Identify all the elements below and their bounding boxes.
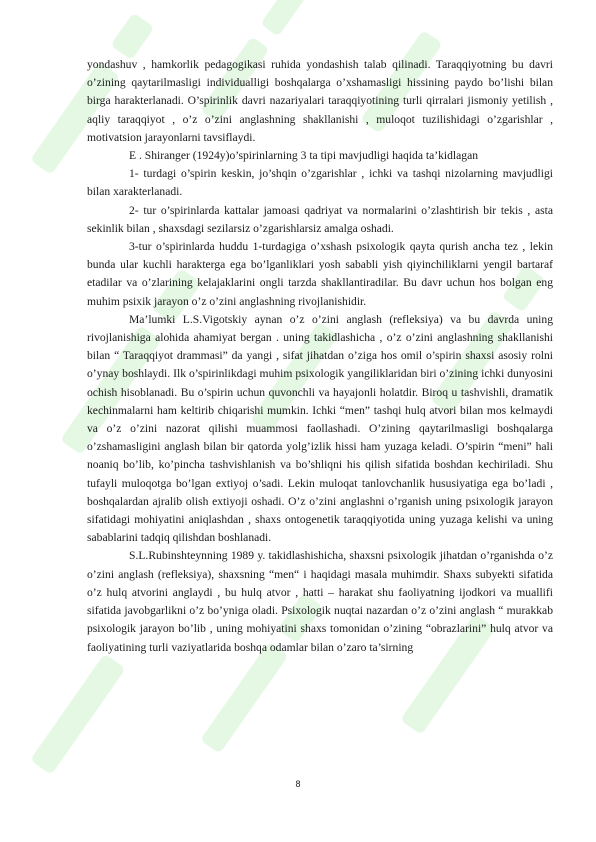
paragraph: 3-tur o’spirinlarda huddu 1-turdagiga o’xshash psixologik qayta qurish ancha tez , lekin bunda ular kuchli harakterga ega bo’lganliklari yosh sababli yish qiyinchiliklarni yengil bartaraf etadilar va o’zlarining kelajaklarini ongli tarzda shakllantiradilar. Bu davr uchun hos bolgan eng muhim psixik jarayon o’z o’zini anglashning rivojlanishidir. xyxy=(87,240,553,308)
paragraph: yondashuv , hamkorlik pedagogikasi ruhida yondashish talab qilinadi. Taraqqiyotning bu davri o’zining qaytarilmasligi individualligi boshqalarga o’xshamasligi hissining paydo bo’lishi bilan birga harakterlanadi. O’spirinlik davri nazariyalari taraqqiyotining turli qirralari jismoniy yetilish , aqliy taraqqiyot , o’z o’zini anglashning shakllanishi , muloqot tuzilishidagi o’zgarishlar , motivatsion jarayonlarni tavsiflaydi. xyxy=(87,58,553,144)
paragraph: 1- turdagi o’spirin keskin, jo’shqin o’zgarishlar , ichki va tashqi nizolarning mavjudligi bilan xarakterlanadi. xyxy=(87,167,553,199)
page-number: 8 xyxy=(295,779,301,789)
document-body xyxy=(87,56,553,657)
paragraph: S.L.Rubinshteynning 1989 y. takidlashishicha, shaxsni psixologik jihatdan o’rganishda o’z o’zini anglash (refleksiya), shaxsning “men“ i haqidagi masala muhimdir. Shaxs subyekti sifatida o’z hulq atvorini anglaydi , bu hulq atvor , hatti – harakat shu faoliyatning ijodkori va muallifi sifatida javobgarlikni o’z bo’yniga oladi. Psixologik nuqtai nazardan o’z o’zini anglash “ murakkab psixologik jarayon bo’lib , uning mohiyatini shaxs tomonidan o’zining “obrazlarini” hulq atvor va faoliyatining turli vaziyatlarida boshqa odamlar bilan o’zaro ta’sirning xyxy=(87,549,553,654)
paragraph: 2- tur o’spirinlarda kattalar jamoasi qadriyat va normalarini o’zlashtirish bir tekis , asta sekinlik bilan , shaxsdagi sezilarsiz o’zgarishlarsiz amalga oshadi. xyxy=(87,203,553,235)
paragraph: E . Shiranger (1924y)o’spirinlarning 3 ta tipi mavjudligi haqida ta’kidlagan xyxy=(129,149,479,163)
paragraph: Ma’lumki L.S.Vigotskiy aynan o’z o’zini anglash (refleksiya) va bu davrda uning rivojlanishiga alohida ahamiyat bergan . uning takidlashicha , o’z o’zini anglashning shakllanishi bilan “ Taraqqiyot drammasi” da yangi , sifat jihatdan o’ziga hos omil o’spirin shaxsi asosiy rolni o’ynay boshlaydi. Ilk o’spirinlikdagi muhim psixologik yangiliklaridan biri o’zining ichki dunyosini ochish hisoblanadi. Bu o’spirin uchun quvonchli va hayajonli holatdir. Biroq u tashvishli, dramatik kechinmalarni ham keltirib chiqarishi mumkin. Ichki “men” tashqi hulq atvori bilan mos kelmaydi va o’z o’zini nazorat qilishi muammosi faollashadi. O’zining qaytarilmasligi boshqalarga o’zshamasligini anglash bilan bir qatorda yolg’izlik hissi ham yuzaga keladi. O’spirin “meni” hali noaniq bo’lib, ko’pincha tashvishlanish va bo’shliqni his qilish sifatida boshdan kechiriladi. Shu tufayli muloqotga bo’lgan extiyoj o’sadi. Lekin muloqat tanlovchanlik hususiyatiga ega bo’ladi , boshqalardan ajralib olish extiyoji oshadi. O’z o’zini anglashni o’rganish uning psixologik jarayon sifatidagi mohiyatini aniqlashdan , shaxs ontogenetik taraqqiyotida uning yuzaga kelishi va uning sabablarini tadqiq qilishdan boshlanadi. xyxy=(87,312,553,545)
